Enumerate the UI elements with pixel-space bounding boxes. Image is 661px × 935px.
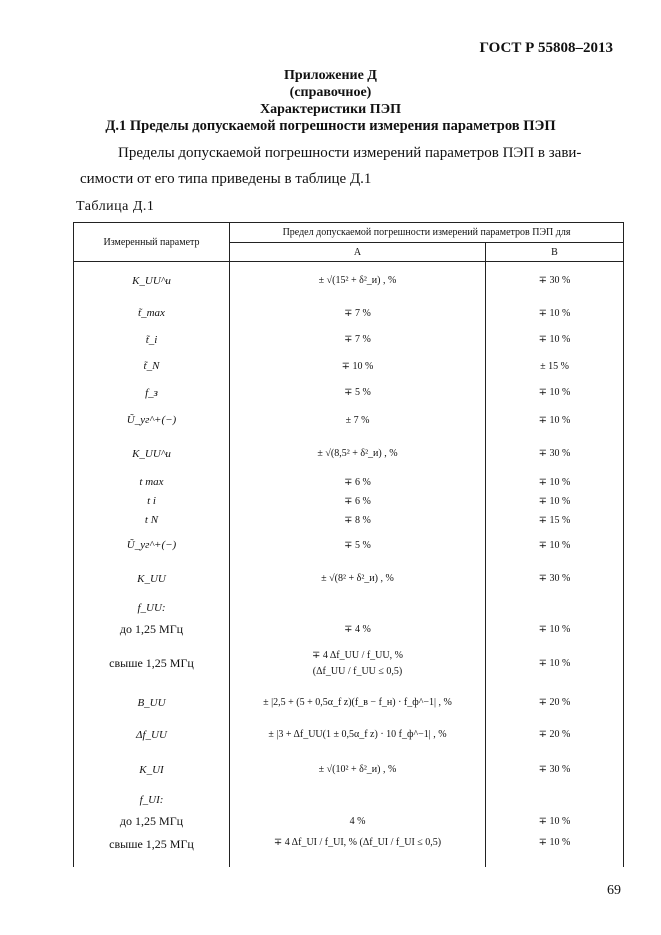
row-b: ∓ 10 % <box>486 811 624 833</box>
section-heading: Д.1 Пределы допускаемой погрешности измерения параметров ПЭП <box>105 118 556 134</box>
row-param: t i <box>74 492 230 511</box>
row-a <box>230 641 486 687</box>
row-b: ∓ 10 % <box>486 473 624 492</box>
table-row <box>74 492 624 511</box>
row-a: ∓ 10 % <box>230 353 486 380</box>
row-b: ± 15 % <box>486 353 624 380</box>
appendix-name: Характеристики ПЭП <box>260 102 401 117</box>
row-b: ∓ 30 % <box>486 262 624 300</box>
row-param: до 1,25 МГц <box>74 811 230 833</box>
row-a <box>230 789 486 811</box>
table-row <box>74 687 624 719</box>
tolerance-table <box>73 222 624 867</box>
header-a: А <box>230 243 486 262</box>
row-b: ∓ 30 % <box>486 751 624 789</box>
row-b: ∓ 10 % <box>486 380 624 406</box>
row-param: t̃_N <box>74 353 230 380</box>
row-param: t̃_i <box>74 327 230 353</box>
table-row <box>74 561 624 597</box>
row-b: ∓ 10 % <box>486 619 624 641</box>
row-param: t max <box>74 473 230 492</box>
row-b: ∓ 30 % <box>486 561 624 597</box>
row-b: ∓ 10 % <box>486 641 624 687</box>
row-b: ∓ 15 % <box>486 511 624 530</box>
row-param: t N <box>74 511 230 530</box>
row-param: B_UU <box>74 687 230 719</box>
table-row <box>74 300 624 327</box>
header-group: Предел допускаемой погрешности измерений параметров ПЭП для <box>230 223 624 243</box>
row-a: ∓ 5 % <box>230 380 486 406</box>
table-row <box>74 619 624 641</box>
table-row <box>74 435 624 473</box>
appendix-title: Приложение Д <box>284 68 377 83</box>
row-a: ∓ 5 % <box>230 530 486 561</box>
row-b <box>486 597 624 619</box>
row-param: f_UU: <box>74 597 230 619</box>
table-row <box>74 641 624 687</box>
row-param: Δf_UU <box>74 719 230 751</box>
row-a: ∓ 4 % <box>230 619 486 641</box>
table-row <box>74 719 624 751</box>
row-a: ± |2,5 + (5 + 0,5α_f z)(f_в − f_н) · f_ф^−1| , % <box>230 687 486 719</box>
row-b: ∓ 10 % <box>486 492 624 511</box>
row-a: ± |3 + Δf_UU(1 ± 0,5α_f z) · 10 f_ф^−1| , % <box>230 719 486 751</box>
row-b: ∓ 20 % <box>486 719 624 751</box>
row-b: ∓ 10 % <box>486 406 624 435</box>
row-b: ∓ 10 % <box>486 300 624 327</box>
table-row <box>74 530 624 561</box>
row-b: ∓ 30 % <box>486 435 624 473</box>
row-param: K_UU <box>74 561 230 597</box>
row-b: ∓ 20 % <box>486 687 624 719</box>
row-b: ∓ 10 % <box>486 833 624 867</box>
row-a <box>230 597 486 619</box>
row-param: Ũ_уг^+(−) <box>74 530 230 561</box>
table-row <box>74 473 624 492</box>
row-a: ∓ 4 Δf_UI / f_UI, % (Δf_UI / f_UI ≤ 0,5) <box>230 833 486 867</box>
row-b: ∓ 10 % <box>486 530 624 561</box>
table-row <box>74 751 624 789</box>
table-row <box>74 380 624 406</box>
row-param: f_UI: <box>74 789 230 811</box>
table-row <box>74 811 624 833</box>
row-param: K_UI <box>74 751 230 789</box>
row-a: ∓ 8 % <box>230 511 486 530</box>
row-param: до 1,25 МГц <box>74 619 230 641</box>
header-param: Измеренный параметр <box>74 223 230 262</box>
row-a-line-2: (Δf_UU / f_UU ≤ 0,5) <box>312 666 403 677</box>
table-row <box>74 597 624 619</box>
row-a: ∓ 7 % <box>230 300 486 327</box>
header-b: В <box>486 243 624 262</box>
row-b: ∓ 10 % <box>486 327 624 353</box>
row-param: свыше 1,25 МГц <box>74 641 230 687</box>
table-caption: Таблица Д.1 <box>76 199 155 214</box>
page-number: 69 <box>607 883 621 898</box>
row-param: K_UU^и <box>74 262 230 300</box>
row-a: 4 % <box>230 811 486 833</box>
table-row <box>74 327 624 353</box>
appendix-kind: (справочное) <box>289 85 372 100</box>
row-a: ± 7 % <box>230 406 486 435</box>
table-row <box>74 262 624 300</box>
table-row <box>74 511 624 530</box>
table-row <box>74 833 624 867</box>
row-a: ± √(8,5² + δ²_и) , % <box>230 435 486 473</box>
intro-line-2: симости от его типа приведены в таблице Д.1 <box>80 171 372 187</box>
row-a: ∓ 6 % <box>230 473 486 492</box>
table-row <box>74 353 624 380</box>
table-row <box>74 789 624 811</box>
row-param: K_UU^и <box>74 435 230 473</box>
intro-line-1: Пределы допускаемой погрешности измерений параметров ПЭП в зави- <box>118 145 582 161</box>
row-a: ± √(8² + δ²_и) , % <box>230 561 486 597</box>
row-a: ± √(15² + δ²_и) , % <box>230 262 486 300</box>
row-param: t̃_max <box>74 300 230 327</box>
row-a: ∓ 6 % <box>230 492 486 511</box>
row-param: Ũ_уг^+(−) <box>74 406 230 435</box>
row-a: ∓ 7 % <box>230 327 486 353</box>
standard-number: ГОСТ Р 55808–2013 <box>479 40 613 56</box>
row-b <box>486 789 624 811</box>
row-a-line-1: ∓ 4 Δf_UU / f_UU, % <box>312 650 403 661</box>
row-a: ± √(10² + δ²_и) , % <box>230 751 486 789</box>
table-row <box>74 406 624 435</box>
row-param: свыше 1,25 МГц <box>74 833 230 867</box>
row-param: f_з <box>74 380 230 406</box>
